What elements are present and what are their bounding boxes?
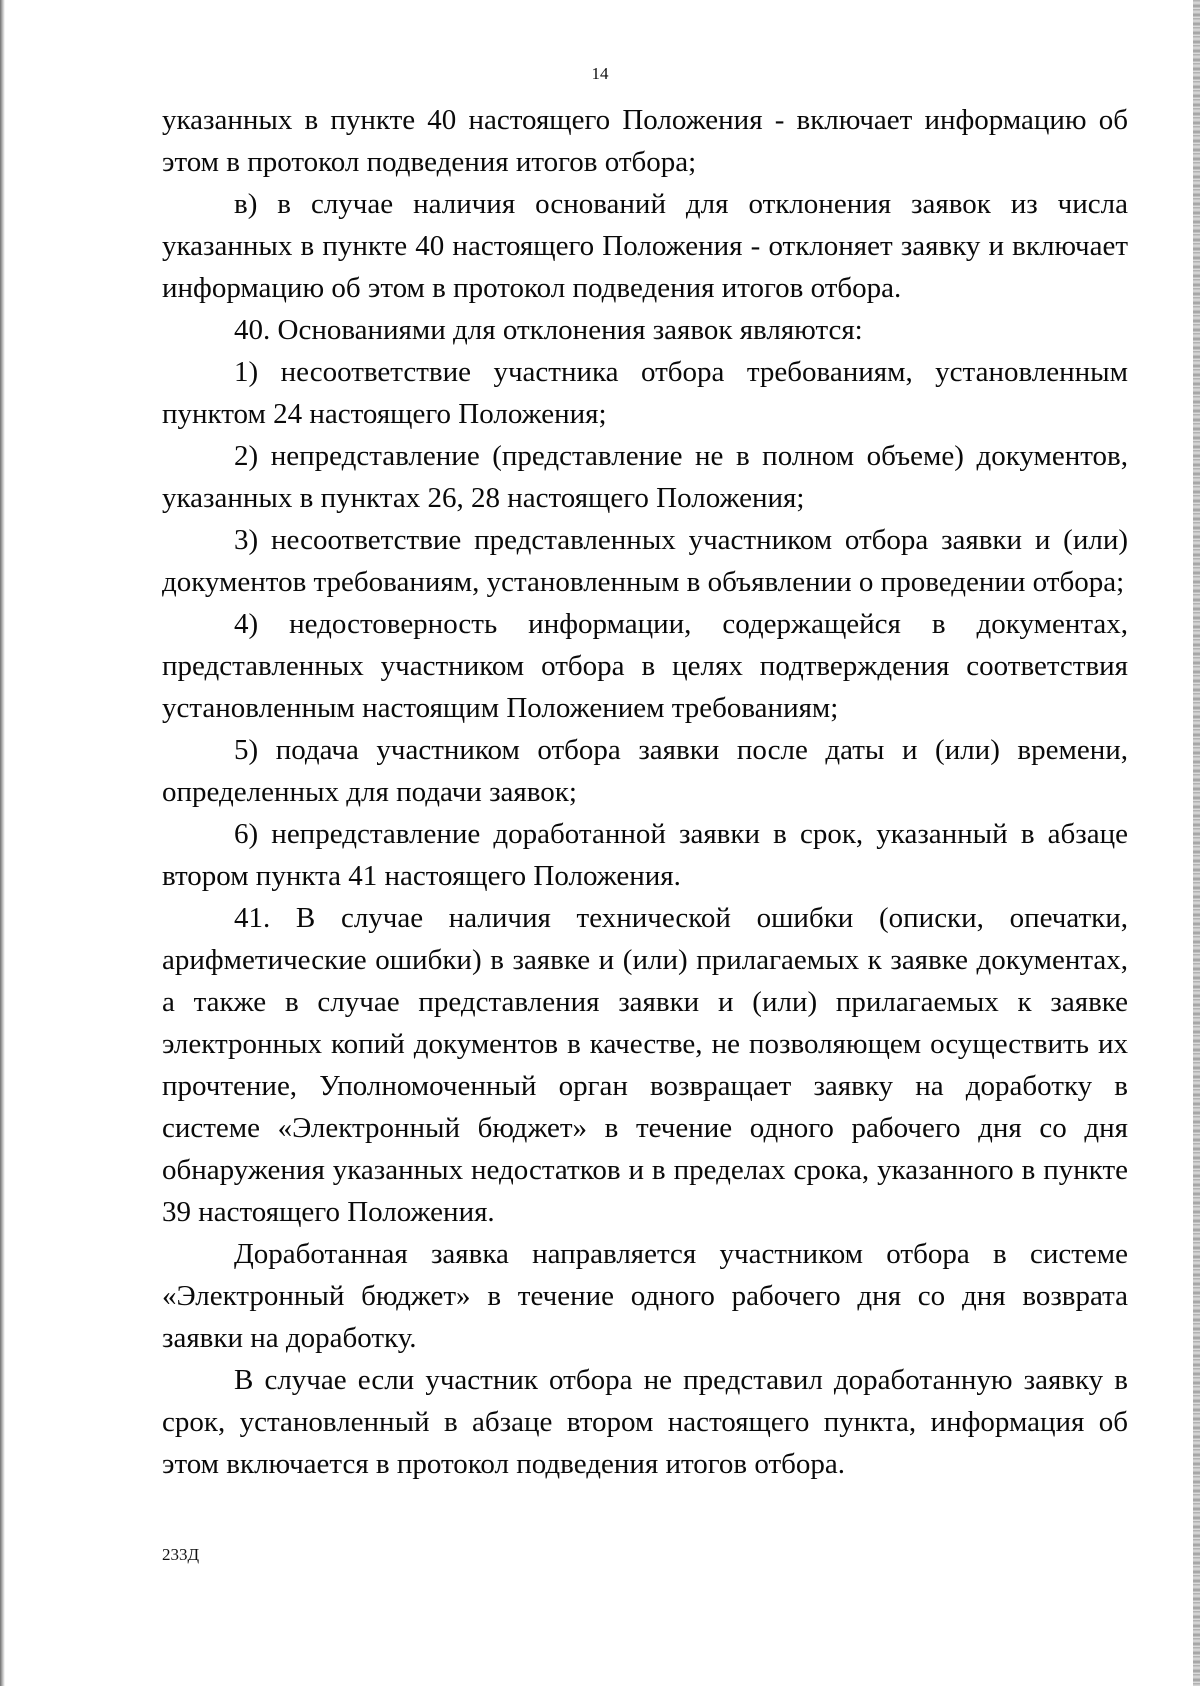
paragraph: В случае если участник отбора не представил доработанную заявку в срок, установленный в абзаце втором настоящего пункта, информация об этом включается в протокол подведения итогов отбора.: [162, 1364, 1128, 1480]
scan-edge-left: [0, 0, 5, 1686]
list-item: 5) подача участником отбора заявки после даты и (или) времени, определенных для подачи заявок;: [162, 734, 1128, 808]
paragraph: в) в случае наличия оснований для отклонения заявок из числа указанных в пункте 40 настоящего Положения - отклоняет заявку и включает информацию об этом в протокол подведения итогов отбора.: [162, 188, 1128, 304]
page-number: 14: [591, 64, 609, 83]
paragraph-clause-41: 41. В случае наличия технической ошибки (описки, опечатки, арифметические ошибки) в заявке и (или) прилагаемых к заявке документах, а также в случае представления заявки и (или) прилагаемых к заявке электронных копий документов в качестве, не позволяющем осуществить их прочтение, Уполномоченный орган возвращает заявку на доработку в системе «Электронный бюджет» в течение одного рабочего дня со дня обнаружения указанных недостатков и в пределах срока, указанного в пункте 39 настоящего Положения.: [162, 902, 1128, 1228]
scan-edge-right: [1193, 0, 1200, 1686]
list-item: 4) недостоверность информации, содержащейся в документах, представленных участником отбора в целях подтверждения соответствия установленным настоящим Положением требованиям;: [162, 608, 1128, 724]
paragraph: указанных в пункте 40 настоящего Положения - включает информацию об этом в протокол подведения итогов отбора;: [162, 104, 1128, 178]
list-item: 3) несоответствие представленных участником отбора заявки и (или) документов требованиям, установленным в объявлении о проведении отбора;: [162, 524, 1128, 598]
list-item: 6) непредставление доработанной заявки в срок, указанный в абзаце втором пункта 41 настоящего Положения.: [162, 818, 1128, 892]
list-item: 2) непредставление (представление не в полном объеме) документов, указанных в пунктах 26, 28 настоящего Положения;: [162, 440, 1128, 514]
list-item: 1) несоответствие участника отбора требованиям, установленным пунктом 24 настоящего Положения;: [162, 356, 1128, 430]
document-body: [162, 99, 1128, 1485]
paragraph: Доработанная заявка направляется участником отбора в системе «Электронный бюджет» в течение одного рабочего дня со дня возврата заявки на доработку.: [162, 1238, 1128, 1354]
document-code: 233Д: [162, 1545, 200, 1564]
paragraph-heading-40: 40. Основаниями для отклонения заявок являются:: [234, 314, 863, 346]
